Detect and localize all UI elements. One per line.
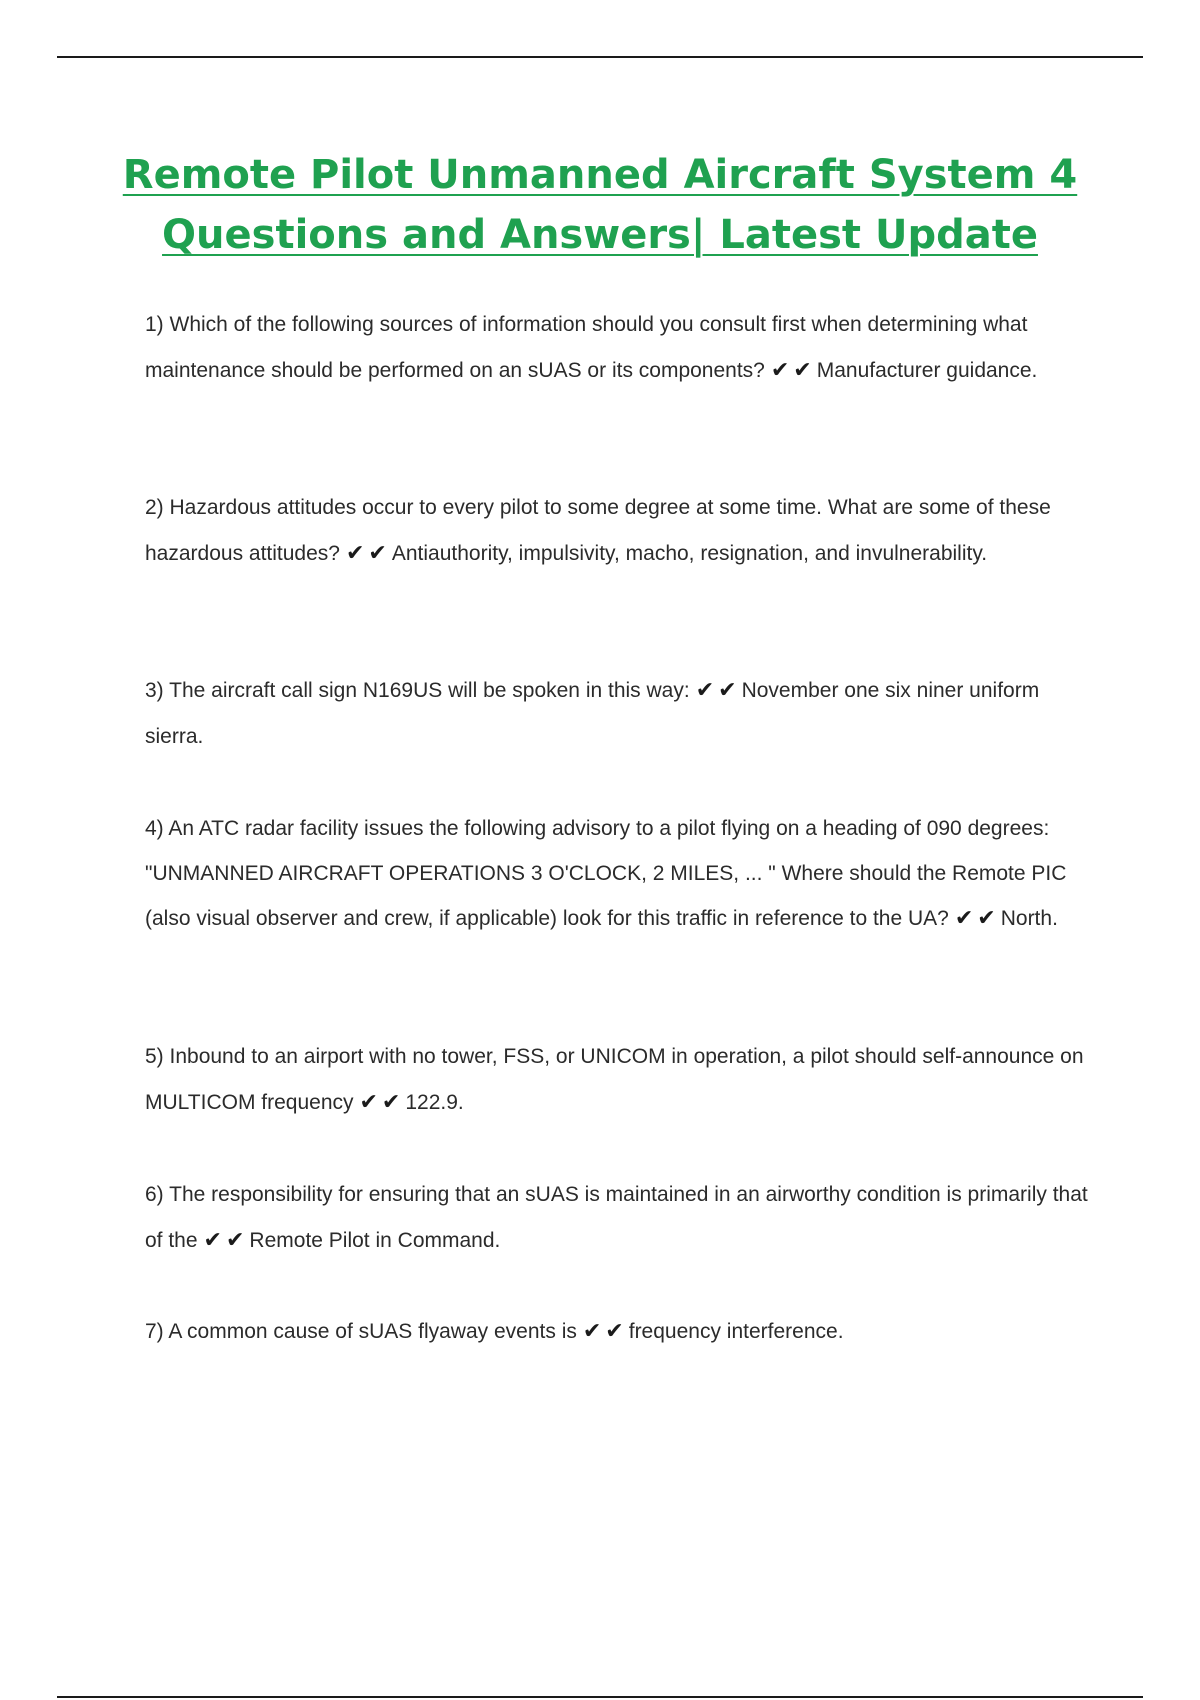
check-mark-icon: ✔✔ [582,1319,628,1344]
qa-item-7 [145,1309,1090,1355]
question-text: 7) A common cause of sUAS flyaway events is [145,1320,577,1343]
answer-text: Manufacturer guidance. [816,359,1038,382]
answer-text: Remote Pilot in Command. [249,1229,501,1252]
document-title [100,145,1100,265]
question-text: 5) Inbound to an airport with no tower, FSS, or UNICOM in operation, a pilot should self-announce on MULTICOM frequency [145,1045,1084,1114]
question-text: 1) Which of the following sources of information should you consult first when determining what maintenance should be performed on an sUAS or its components? [145,313,1028,382]
qa-item-5 [145,1034,1090,1126]
qa-item-1 [145,302,1090,394]
answer-text: North. [1000,907,1058,930]
question-text: 2) Hazardous attitudes occur to every pilot to some degree at some time. What are some of these hazardous attitudes? [145,496,1051,565]
question-text: 6) The responsibility for ensuring that an sUAS is maintained in an airworthy condition is primarily that of the [145,1183,1088,1252]
qa-item-4 [145,806,1090,941]
qa-item-2 [145,485,1090,577]
check-mark-icon: ✔✔ [770,358,816,383]
answer-text: November one six niner uniform sierra. [145,679,1040,748]
qa-item-6 [145,1172,1090,1264]
answer-text: 122.9. [405,1091,464,1114]
question-text: 4) An ATC radar facility issues the following advisory to a pilot flying on a heading of 090 degrees: "UNMANNED AIRCRAFT OPERATIONS 3 O'CLOCK, 2 MILES, ... " Where should the Remote PIC (also visual observer and crew, if applicable) look for this traffic in reference to the UA? [145,817,1067,930]
qa-item-3 [145,668,1090,760]
header-rule [57,56,1143,58]
check-mark-icon: ✔✔ [954,906,1000,931]
answer-text: Antiauthority, impulsivity, macho, resignation, and invulnerability. [391,542,988,565]
check-mark-icon: ✔✔ [695,678,741,703]
check-mark-icon: ✔✔ [203,1228,249,1253]
title-line-2: Questions and Answers| Latest Update [162,212,1038,258]
answer-text: frequency interference. [628,1320,844,1343]
question-text: 3) The aircraft call sign N169US will be spoken in this way: [145,679,690,702]
title-line-1: Remote Pilot Unmanned Aircraft System 4 [122,152,1078,198]
footer-rule [57,1696,1143,1698]
check-mark-icon: ✔✔ [359,1090,405,1115]
check-mark-icon: ✔✔ [345,541,391,566]
